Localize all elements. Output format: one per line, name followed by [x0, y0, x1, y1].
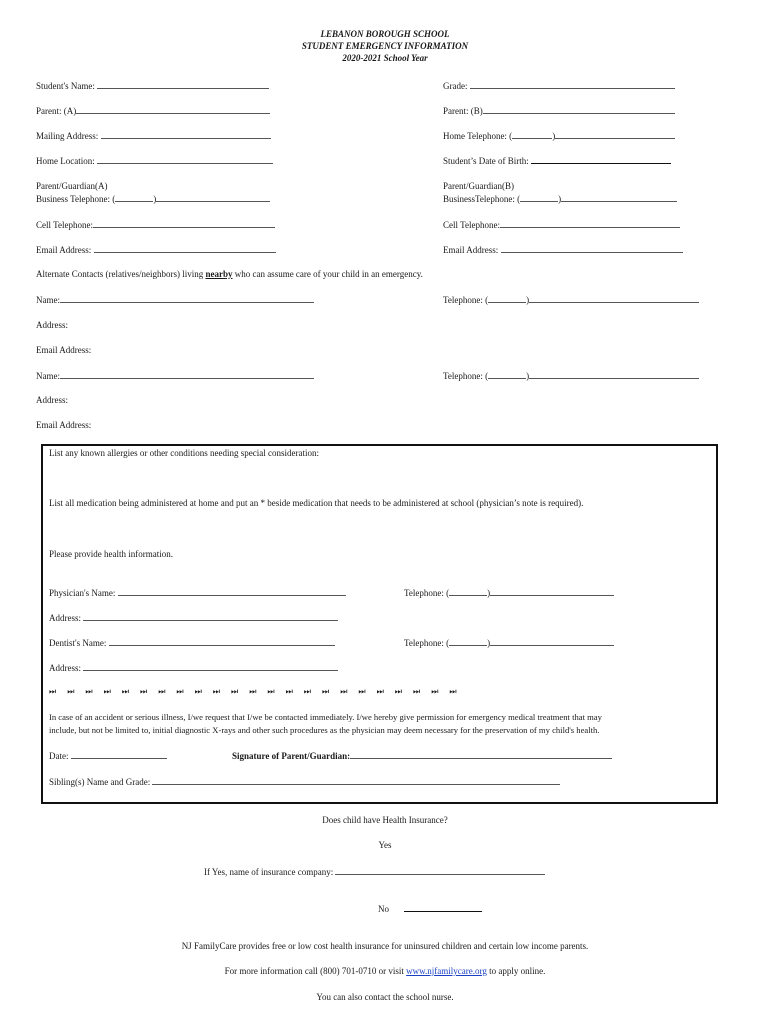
mailing-address-field[interactable] — [36, 130, 271, 141]
cell-a-line[interactable] — [93, 219, 275, 228]
alt1-telephone-field[interactable]: Telephone: ( ) — [443, 294, 699, 305]
home-location-label: Home Location: — [36, 156, 95, 166]
guardian-b-label: Parent/Guardian(B) — [443, 181, 514, 191]
parent-a-field[interactable] — [36, 105, 270, 116]
dentist-address-line[interactable] — [83, 662, 338, 671]
familycare-note: NJ FamilyCare provides free or low cost health insurance for uninsured children and certain low income parents. — [181, 941, 589, 951]
student-name-label: Student's Name: — [36, 81, 95, 91]
consent-line-1: In case of an accident or serious illness, I/we request that I/we be contacted immediately. I/we hereby give permission for emergency medical treatment that may — [49, 712, 602, 722]
dentist-telephone-field[interactable]: Telephone: ( ) — [404, 637, 614, 648]
parent-a-line[interactable] — [76, 105, 270, 114]
email-a-label: Email Address: — [36, 245, 92, 255]
home-area-code-line[interactable] — [512, 130, 552, 139]
alt1-name-line[interactable] — [60, 294, 314, 303]
business-b-number-line[interactable] — [561, 193, 677, 202]
dentist-name-line[interactable] — [109, 637, 335, 646]
consent-line-2: include, but not be limited to, initial diagnostic X-rays and other such procedures as the physician may deem necessary for the preservation of my child's health. — [49, 725, 600, 735]
dentist-area-code-line[interactable] — [449, 637, 487, 646]
cell-telephone-b-label: Cell Telephone: — [443, 220, 500, 230]
signature-line[interactable] — [350, 750, 612, 759]
siblings-field[interactable] — [49, 776, 560, 787]
alt1-area-code-line[interactable] — [488, 294, 526, 303]
home-location-line[interactable] — [97, 155, 273, 164]
dentist-address-label: Address: — [49, 663, 81, 673]
home-telephone-field[interactable]: Home Telephone: ( ) — [443, 130, 675, 141]
dentist-telephone-label: Telephone: ( — [404, 638, 450, 648]
parent-b-label: Parent: (B) — [443, 106, 483, 116]
business-telephone-b-label: BusinessTelephone: ( — [443, 194, 521, 204]
business-b-area-code-line[interactable] — [520, 193, 558, 202]
allergies-label: List any known allergies or other conditions needing special consideration: — [49, 448, 320, 458]
insurance-no-line[interactable] — [404, 903, 482, 912]
siblings-line[interactable] — [152, 776, 560, 785]
alt2-area-code-line[interactable] — [488, 370, 526, 379]
mailing-address-label: Mailing Address: — [36, 131, 99, 141]
form-title: STUDENT EMERGENCY INFORMATION — [301, 41, 469, 51]
physician-address-line[interactable] — [83, 612, 338, 621]
insurance-no-label: No — [378, 904, 389, 914]
mailing-address-line[interactable] — [101, 130, 271, 139]
email-b-line[interactable] — [501, 244, 683, 253]
alt2-address-label: Address: — [36, 395, 68, 405]
email-a-line[interactable] — [94, 244, 276, 253]
dentist-number-line[interactable] — [490, 637, 614, 646]
medication-label: List all medication being administered at home and put an * beside medication that needs to be administered at school (physician’s note is required). — [49, 498, 584, 508]
physician-name-field[interactable] — [49, 587, 346, 598]
dob-label: Student’s Date of Birth: — [443, 156, 529, 166]
parent-a-label: Parent: (A) — [36, 106, 77, 116]
health-info-label: Please provide health information. — [49, 549, 173, 559]
alt1-address-label: Address: — [36, 320, 68, 330]
physician-name-line[interactable] — [118, 587, 346, 596]
alt2-name-line[interactable] — [60, 370, 314, 379]
alt2-email-label: Email Address: — [36, 420, 92, 430]
alternate-intro-after: who can assume care of your child in an emergency. — [232, 269, 423, 279]
business-a-number-line[interactable] — [156, 193, 270, 202]
alt2-number-line[interactable] — [529, 370, 699, 379]
student-name-field[interactable] — [36, 80, 269, 91]
email-a-field[interactable] — [36, 244, 276, 255]
insurance-company-field[interactable] — [204, 866, 545, 877]
parent-b-line[interactable] — [483, 105, 675, 114]
cell-b-line[interactable] — [500, 219, 680, 228]
alt1-name-field[interactable] — [36, 294, 314, 305]
alternate-intro-emphasis: nearby — [205, 269, 233, 279]
home-telephone-label: Home Telephone: ( — [443, 131, 513, 141]
date-field[interactable] — [49, 750, 167, 761]
signature-label: Signature of Parent/Guardian: — [232, 751, 351, 761]
dentist-name-field[interactable] — [49, 637, 335, 648]
business-telephone-a-field[interactable]: Business Telephone: ( ) — [36, 193, 270, 204]
grade-field[interactable] — [443, 80, 675, 91]
insurance-question: Does child have Health Insurance? — [322, 815, 448, 825]
physician-telephone-field[interactable]: Telephone: ( ) — [404, 587, 614, 598]
alt2-name-field[interactable] — [36, 370, 314, 381]
cell-telephone-a-field[interactable] — [36, 219, 275, 230]
home-number-line[interactable] — [555, 130, 675, 139]
physician-address-field[interactable] — [49, 612, 338, 623]
dentist-address-field[interactable] — [49, 662, 338, 673]
guardian-a-label: Parent/Guardian(A) — [36, 181, 108, 191]
alternate-intro-before: Alternate Contacts (relatives/neighbors) living — [36, 269, 206, 279]
alternate-contacts-intro — [36, 269, 423, 279]
alt2-telephone-field[interactable]: Telephone: ( ) — [443, 370, 699, 381]
insurance-company-line[interactable] — [335, 866, 545, 875]
grade-label: Grade: — [443, 81, 468, 91]
insurance-no-field[interactable] — [378, 903, 482, 914]
parent-b-field[interactable] — [443, 105, 675, 116]
insurance-yes-label: Yes — [378, 840, 392, 850]
insurance-company-label: If Yes, name of insurance company: — [204, 867, 334, 877]
signature-field[interactable] — [232, 750, 612, 761]
alt1-name-label: Name: — [36, 295, 60, 305]
alt1-email-label: Email Address: — [36, 345, 92, 355]
business-telephone-b-field[interactable]: BusinessTelephone: ( ) — [443, 193, 677, 204]
business-telephone-a-label: Business Telephone: ( — [36, 194, 116, 204]
skip-forward-icon-row: ⏭ ⏭ ⏭ ⏭ ⏭ ⏭ ⏭ ⏭ ⏭ ⏭ ⏭ ⏭ ⏭ ⏭ ⏭ ⏭ ⏭ ⏭ ⏭ ⏭ ⏭ ⏭ ⏭ — [49, 687, 457, 696]
physician-address-label: Address: — [49, 613, 81, 623]
date-label: Date: — [49, 751, 69, 761]
alt2-telephone-label: Telephone: ( — [443, 371, 489, 381]
alt1-telephone-label: Telephone: ( — [443, 295, 489, 305]
dob-line[interactable] — [531, 155, 671, 164]
cell-telephone-a-label: Cell Telephone: — [36, 220, 93, 230]
physician-number-line[interactable] — [490, 587, 614, 596]
siblings-label: Sibling(s) Name and Grade: — [49, 777, 151, 787]
school-name: LEBANON BOROUGH SCHOOL — [320, 29, 450, 39]
alt1-number-line[interactable] — [529, 294, 699, 303]
school-nurse-note: You can also contact the school nurse. — [316, 992, 454, 1002]
cell-telephone-b-field[interactable] — [443, 219, 680, 230]
student-name-line[interactable] — [97, 80, 269, 89]
physician-area-code-line[interactable] — [449, 587, 487, 596]
email-b-field[interactable] — [443, 244, 683, 255]
physician-telephone-label: Telephone: ( — [404, 588, 450, 598]
email-b-label: Email Address: — [443, 245, 499, 255]
familycare-info — [0, 966, 770, 976]
familycare-info-after: to apply online. — [486, 966, 546, 976]
date-line[interactable] — [71, 750, 167, 759]
school-year: 2020-2021 School Year — [342, 53, 428, 63]
grade-line[interactable] — [470, 80, 675, 89]
alt2-name-label: Name: — [36, 371, 60, 381]
home-location-field[interactable] — [36, 155, 273, 166]
dob-field[interactable] — [443, 155, 671, 166]
familycare-info-before: For more information call (800) 701-0710 or visit — [224, 966, 407, 976]
familycare-link[interactable]: www.njfamilycare.org — [406, 966, 487, 976]
dentist-name-label: Dentist's Name: — [49, 638, 107, 648]
business-a-area-code-line[interactable] — [115, 193, 153, 202]
physician-name-label: Physician's Name: — [49, 588, 116, 598]
